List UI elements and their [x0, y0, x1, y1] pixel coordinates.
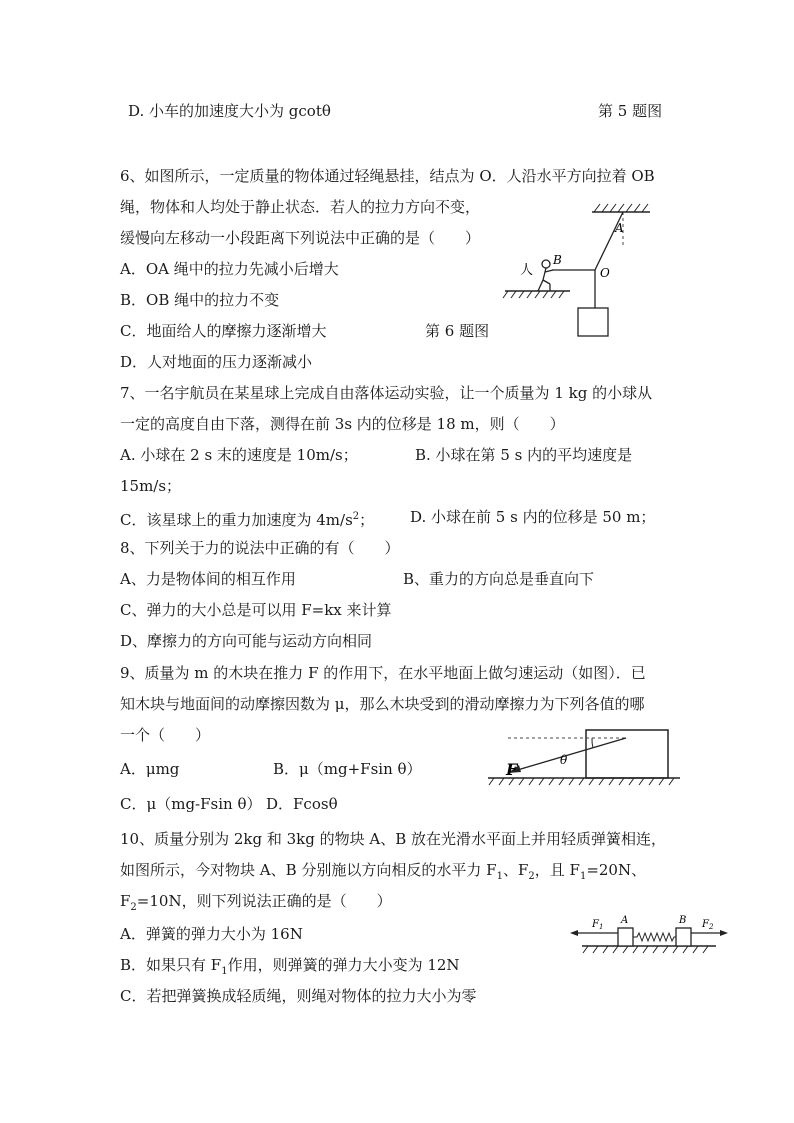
q6-option-c: C．地面给人的摩擦力逐渐增大	[120, 322, 327, 340]
q8-option-a: A、力是物体间的相互作用	[120, 570, 296, 588]
q10-figure	[566, 903, 732, 959]
q10-stem-line-2	[120, 860, 646, 887]
q6-option-b: B．OB 绳中的拉力不变	[120, 291, 280, 309]
q10-stem-2-mid-1: 、F	[502, 861, 529, 879]
q10-stem-3-tail: =10N，则下列说法正确的是（ ）	[136, 892, 392, 910]
label-f2-sub: 2	[708, 923, 714, 931]
q7-option-c-sup: 2	[352, 511, 360, 522]
spring	[633, 933, 676, 941]
q7-option-c	[120, 507, 374, 530]
q10-stem-line-3	[120, 891, 392, 918]
hanging-block	[578, 308, 608, 336]
q7-stem-line-1: 7、一名宇航员在某星球上完成自由落体运动实验，让一个质量为 1 kg 的小球从	[120, 384, 653, 402]
q6-stem-line-2: 绳，物体和人均处于静止状态．若人的拉力方向不变，	[120, 198, 481, 216]
q8-stem: 8、下列关于力的说法中正确的有（ ）	[120, 539, 400, 557]
q10-stem-line-1: 10、质量分别为 2kg 和 3kg 的物块 A、B 放在光滑水平面上并用轻质弹簧相连，	[120, 830, 667, 848]
label-theta: θ	[560, 753, 568, 767]
q7-option-d: D. 小球在前 5 s 内的位移是 50 m；	[410, 508, 656, 526]
q10-stem-3-text: F	[120, 892, 131, 910]
q6-option-a: A．OA 绳中的拉力先减小后增大	[120, 260, 339, 278]
q10-stem-2-sub-3: 1	[579, 871, 587, 882]
q10-option-b	[120, 955, 460, 982]
label-f1-sub: 1	[598, 923, 604, 931]
label-person: 人	[520, 263, 534, 278]
ground-hatch	[503, 291, 564, 298]
label-f2-letter: F	[702, 919, 709, 930]
ceiling-hatch	[594, 204, 648, 212]
q10-option-b-sub: 1	[221, 966, 228, 977]
q8-option-d: D、摩擦力的方向可能与运动方向相同	[120, 632, 373, 650]
q7-option-a: A. 小球在 2 s 末的速度是 10m/s；	[120, 446, 358, 464]
q9-option-b: B．μ（mg+Fsin θ）	[273, 760, 422, 778]
q7-option-b-part-1: B. 小球在第 5 s 内的平均速度是	[415, 446, 633, 464]
block-b	[676, 928, 691, 946]
q7-option-c-text: C．该星球上的重力加速度为 4m/s	[120, 511, 353, 529]
person-figure	[538, 260, 553, 291]
label-b: B	[553, 253, 562, 267]
sliding-block	[586, 730, 668, 778]
q10-stem-2-text: 如图所示，今对物块 A、B 分别施以方向相反的水平力 F	[120, 861, 497, 879]
q9-option-a: A．μmg	[120, 760, 180, 778]
q9-option-d: D．Fcosθ	[266, 795, 338, 813]
f2-arrowhead	[720, 930, 728, 936]
label-f2	[701, 919, 714, 931]
q10-option-b-text: B．如果只有 F	[120, 956, 222, 974]
q9-figure	[486, 726, 682, 796]
q5-figure-caption: 第 5 题图	[598, 102, 663, 120]
q9-stem-line-2: 知木块与地面间的动摩擦因数为 μ，那么木块受到的滑动摩擦力为下列各值的哪	[120, 695, 645, 713]
q6-stem-line-1: 6、如图所示，一定质量的物体通过轻绳悬挂，结点为 O．人沿水平方向拉着 OB	[120, 167, 655, 185]
q10-stem-3-sub: 2	[130, 902, 137, 913]
label-o: O	[600, 266, 610, 280]
ground-hatch	[583, 946, 708, 953]
label-f1	[591, 919, 603, 931]
q10-option-a: A．弹簧的弹力大小为 16N	[120, 925, 303, 943]
q8-option-b: B、重力的方向总是垂直向下	[403, 570, 595, 588]
q6-stem-line-3: 缓慢向左移动一小段距离下列说法中正确的是（ ）	[120, 229, 481, 247]
label-b: B	[679, 915, 687, 926]
q6-figure	[500, 200, 680, 350]
block-a	[618, 928, 633, 946]
q7-option-b-part-2: 15m/s；	[120, 477, 182, 495]
label-f: F	[506, 760, 518, 779]
ground-hatch	[489, 778, 674, 785]
label-f1-letter: F	[592, 919, 599, 930]
q9-option-c: C．μ（mg-Fsin θ）	[120, 795, 262, 813]
label-a: A	[615, 221, 624, 235]
q10-option-c: C．若把弹簧换成轻质绳，则绳对物体的拉力大小为零	[120, 987, 477, 1005]
q10-option-b-tail: 作用，则弹簧的弹力大小变为 12N	[227, 956, 460, 974]
q10-stem-2-sub-2: 2	[528, 871, 535, 882]
f1-arrowhead	[570, 930, 578, 936]
q9-stem-line-1: 9、质量为 m 的木块在推力 F 的作用下，在水平地面上做匀速运动（如图）．已	[120, 664, 646, 682]
q9-stem-line-3: 一个（ ）	[120, 726, 211, 744]
q8-option-c: C、弹力的大小总是可以用 F=kx 来计算	[120, 601, 392, 619]
q6-figure-caption: 第 6 题图	[425, 322, 490, 340]
q10-stem-2-sub-1: 1	[496, 871, 503, 882]
q6-option-d: D．人对地面的压力逐渐减小	[120, 353, 313, 371]
q5-option-d: D. 小车的加速度大小为 gcotθ	[128, 102, 331, 120]
label-a: A	[621, 915, 629, 926]
q7-stem-line-2: 一定的高度自由下落，测得在前 3s 内的位移是 18 m，则（ ）	[120, 415, 565, 433]
q10-stem-2-tail: =20N、	[586, 861, 647, 879]
q7-option-c-tail: ；	[359, 511, 375, 529]
q10-stem-2-mid-2: ，且 F	[534, 861, 580, 879]
